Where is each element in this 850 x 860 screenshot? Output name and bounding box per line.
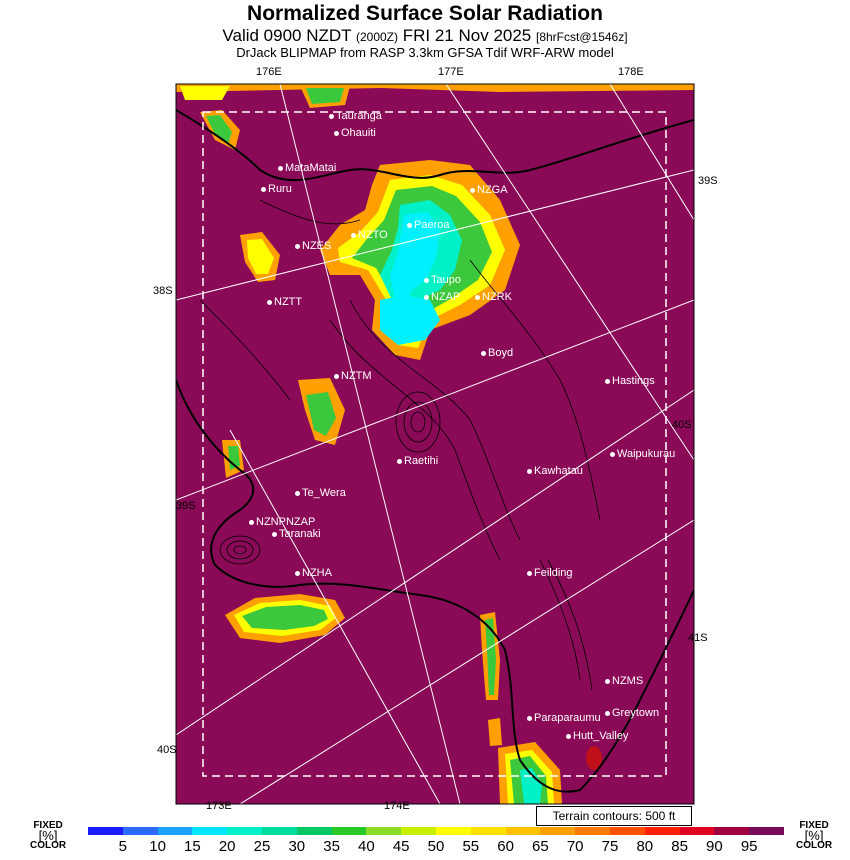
color-scale-tick-label: 20 <box>218 838 236 855</box>
place-nzes: NZES <box>302 240 332 252</box>
place-nztm: NZTM <box>341 370 372 382</box>
place-paraparaumu: Paraparaumu <box>534 712 601 724</box>
lat-label-38s: 38S <box>153 285 173 297</box>
color-scale-swatch <box>401 827 436 835</box>
terrain-contours-note: Terrain contours: 500 ft <box>536 806 692 826</box>
lat-label-40s: 40S <box>157 744 177 756</box>
forecast-info: [8hrFcst@1546z] <box>536 30 628 44</box>
lat-label-41s: 41S <box>688 632 708 644</box>
place-paeroa: Paeroa <box>414 219 450 231</box>
color-scale-swatch <box>575 827 610 835</box>
place-nzap: NZAP <box>431 291 461 303</box>
color-scale-swatch <box>366 827 401 835</box>
lat-label-40s-east: 40S <box>672 419 692 431</box>
fixed-color-label-left <box>30 821 66 851</box>
color-scale-tick-label: 15 <box>184 838 201 855</box>
lon-label-178e: 178E <box>618 66 644 78</box>
fixed-label-pct: [%] <box>38 828 58 843</box>
color-scale-tick-label: 10 <box>149 838 166 855</box>
valid-date: FRI 21 Nov 2025 <box>402 26 532 45</box>
place-taranaki: Taranaki <box>279 528 321 540</box>
fixed-color-label-right <box>796 821 832 851</box>
place-ruru: Ruru <box>268 183 292 195</box>
strip-kapiti-2 <box>488 718 502 746</box>
color-scale-tick-label: 60 <box>497 838 514 855</box>
color-scale-swatch <box>680 827 715 835</box>
color-scale-tick-label: 75 <box>601 838 619 855</box>
chart-title: Normalized Surface Solar Radiation <box>247 2 603 25</box>
color-scale-tick-label: 50 <box>427 838 445 855</box>
top-patch-1-core <box>306 88 344 104</box>
color-scale-swatch <box>158 827 193 835</box>
place-te-wera: Te_Wera <box>302 487 346 499</box>
color-scale-swatch <box>227 827 262 835</box>
lon-label-173e: 173E <box>206 800 232 812</box>
model-line: DrJack BLIPMAP from RASP 3.3km GFSA Tdif WRF-ARW model <box>236 45 614 60</box>
place-nznp: NZNPNZAP <box>256 516 316 528</box>
place-nzga: NZGA <box>477 184 508 196</box>
fixed-label-pct-right: [%] <box>804 828 824 843</box>
color-scale-tick-label: 40 <box>358 838 375 855</box>
place-nztt: NZTT <box>274 296 303 308</box>
fixed-label-top-right: FIXED <box>799 820 829 831</box>
color-scale-tick-label: 70 <box>566 838 584 855</box>
lon-label-176e: 176E <box>256 66 282 78</box>
place-hutt-valley: Hutt_Valley <box>573 730 629 742</box>
color-scale-swatch <box>88 827 123 835</box>
place-raetihi: Raetihi <box>404 455 439 467</box>
color-scale-swatch <box>610 827 645 835</box>
color-scale-swatch <box>332 827 367 835</box>
color-scale-swatch <box>297 827 332 835</box>
place-waipukurau: Waipukurau <box>617 448 676 460</box>
valid-prefix: Valid 0900 NZDT <box>222 26 352 45</box>
place-nzms: NZMS <box>612 675 644 687</box>
lon-label-177e: 177E <box>438 66 464 78</box>
color-scale-swatch <box>540 827 575 835</box>
lon-label-174e: 174E <box>384 800 410 812</box>
color-scale-tick-label: 5 <box>118 838 127 855</box>
place-taupo: Taupo <box>431 274 461 286</box>
top-left-patch <box>180 86 230 100</box>
lat-label-39s-top: 39S <box>698 175 718 187</box>
color-scale-tick-label: 90 <box>706 838 723 855</box>
fixed-label-top: FIXED <box>33 820 63 831</box>
place-hastings: Hastings <box>612 375 655 387</box>
place-matamatai: MataMatai <box>285 162 337 174</box>
place-tauranga: Tauranga <box>336 110 382 122</box>
place-nzto: NZTO <box>358 229 388 241</box>
color-scale-swatch <box>262 827 297 835</box>
color-scale-swatch <box>506 827 541 835</box>
color-scale-tick-label: 85 <box>671 838 688 855</box>
color-scale-swatch <box>645 827 680 835</box>
place-kawhatau: Kawhatau <box>534 465 583 477</box>
color-scale-bar <box>88 827 784 835</box>
color-scale-ticks <box>88 838 784 858</box>
lat-label-39s-west: 39S <box>176 500 196 512</box>
place-boyd: Boyd <box>488 347 514 359</box>
color-scale-swatch <box>714 827 749 835</box>
color-scale-tick-label: 35 <box>323 838 340 855</box>
color-scale-tick-label: 45 <box>392 838 410 855</box>
place-nzrk: NZRK <box>482 291 512 303</box>
color-scale-tick-label: 30 <box>288 838 306 855</box>
color-scale-tick-label: 95 <box>740 838 758 855</box>
color-scale-tick-label: 80 <box>636 838 654 855</box>
place-ohauiti: Ohauiti <box>341 127 376 139</box>
map-field <box>176 84 694 804</box>
color-scale-swatch <box>123 827 158 835</box>
fixed-label-bottom: COLOR <box>30 840 67 851</box>
place-nzha: NZHA <box>302 567 332 579</box>
place-feilding: Feilding <box>534 567 573 579</box>
color-scale-swatch <box>749 827 784 835</box>
color-scale-tick-label: 25 <box>253 838 271 855</box>
color-scale-tick-label: 55 <box>462 838 480 855</box>
fixed-label-bottom-right: COLOR <box>796 840 833 851</box>
color-scale-tick-label: 65 <box>532 838 549 855</box>
valid-utc: (2000Z) <box>355 30 399 44</box>
color-scale-swatch <box>436 827 471 835</box>
patch-west-small-core <box>228 446 240 470</box>
color-scale-swatch <box>192 827 227 835</box>
color-scale-swatch <box>471 827 506 835</box>
place-greytown: Greytown <box>612 707 660 719</box>
